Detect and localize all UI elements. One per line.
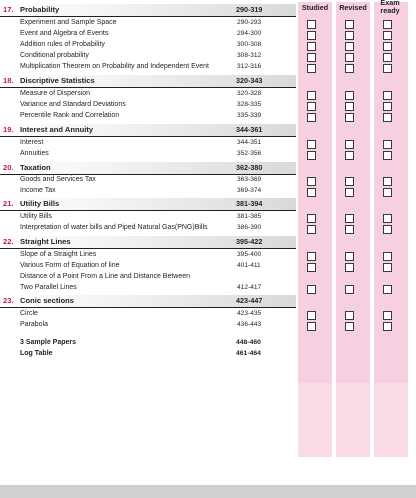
sample-papers-title: 3 Sample Papers: [20, 339, 77, 346]
chapter-rule: [0, 136, 296, 137]
exam-ready-checkbox[interactable]: [383, 311, 392, 320]
chapter-number: 23.: [3, 296, 14, 305]
studied-checkbox[interactable]: [307, 214, 316, 223]
topic-title: Utility Bills: [20, 213, 52, 220]
chapter-number: 21.: [3, 199, 14, 208]
chapter-pages: 395-422: [236, 237, 263, 246]
studied-checkbox[interactable]: [307, 311, 316, 320]
chapter-number: 17.: [3, 5, 14, 14]
exam-ready-checkbox[interactable]: [383, 322, 392, 331]
chapter-17: [0, 4, 296, 17]
exam-ready-checkbox[interactable]: [383, 140, 392, 149]
chapter-header: [0, 124, 296, 137]
revised-checkbox[interactable]: [345, 42, 354, 51]
topic-pages: 352-356: [237, 150, 262, 157]
chapter-title: Straight Lines: [20, 237, 71, 246]
chapter-number: 18.: [3, 76, 14, 85]
exam-ready-checkbox[interactable]: [383, 91, 392, 100]
topic-pages: 290-293: [237, 19, 262, 26]
exam-ready-checkbox[interactable]: [383, 151, 392, 160]
topic-title: Percentile Rank and Correlation: [20, 112, 120, 119]
log-table-title: Log Table: [20, 350, 53, 357]
exam-ready-column-tail: [374, 383, 408, 457]
topic-pages: 320-328: [237, 90, 262, 97]
chapter-rule: [0, 210, 296, 211]
topic-pages: 344-351: [237, 139, 262, 146]
studied-checkbox[interactable]: [307, 113, 316, 122]
chapter-23: [0, 295, 296, 308]
chapter-header: [0, 4, 296, 17]
exam-ready-checkbox[interactable]: [383, 20, 392, 29]
topic-title: Income Tax: [20, 187, 56, 194]
topic-pages: 381-385: [237, 213, 262, 220]
chapter-title: Taxation: [20, 163, 51, 172]
exam-ready-checkbox[interactable]: [383, 177, 392, 186]
chapter-header: [0, 236, 296, 249]
studied-checkbox[interactable]: [307, 20, 316, 29]
chapter-pages: 290-319: [236, 5, 263, 14]
topic-pages: 294-300: [237, 30, 262, 37]
revised-checkbox[interactable]: [345, 140, 354, 149]
exam-ready-checkbox[interactable]: [383, 263, 392, 272]
exam-ready-checkbox[interactable]: [383, 113, 392, 122]
topic-title: Interpretation of water bills and Piped Natural Gas(PNG)Bills: [20, 224, 208, 231]
log-table-pages: 461-464: [236, 350, 261, 357]
topic-title: Conditional probability: [20, 52, 89, 59]
topic-pages: 369-374: [237, 187, 262, 194]
chapter-title: Utility Bills: [20, 199, 60, 208]
exam-ready-checkbox[interactable]: [383, 102, 392, 111]
chapter-22: [0, 236, 296, 249]
studied-checkbox[interactable]: [307, 285, 316, 294]
exam-ready-checkbox[interactable]: [383, 53, 392, 62]
chapter-pages: 344-361: [236, 125, 263, 134]
topic-pages: 412-417: [237, 284, 262, 291]
chapter-19: [0, 124, 296, 137]
topic-pages: 363-369: [237, 176, 262, 183]
revised-checkbox[interactable]: [345, 188, 354, 197]
exam-ready-checkbox[interactable]: [383, 188, 392, 197]
topic-pages: 386-390: [237, 224, 262, 231]
topic-pages: 401-411: [237, 262, 261, 269]
exam-ready-header: Exam ready: [380, 0, 400, 15]
studied-checkbox[interactable]: [307, 263, 316, 272]
revised-checkbox[interactable]: [345, 31, 354, 40]
chapter-rule: [0, 16, 296, 17]
chapter-title: Discriptive Statistics: [20, 76, 95, 85]
topic-pages: 436-443: [237, 321, 262, 328]
topic-title: Circle: [20, 310, 38, 317]
studied-checkbox[interactable]: [307, 177, 316, 186]
exam-ready-checkbox[interactable]: [383, 31, 392, 40]
studied-checkbox[interactable]: [307, 53, 316, 62]
revised-checkbox[interactable]: [345, 285, 354, 294]
revised-checkbox[interactable]: [345, 53, 354, 62]
topic-title: Various Form of Equation of line: [20, 262, 120, 269]
chapter-20: [0, 162, 296, 175]
revised-checkbox[interactable]: [345, 20, 354, 29]
exam-ready-checkbox[interactable]: [383, 64, 392, 73]
studied-checkbox[interactable]: [307, 252, 316, 261]
studied-checkbox[interactable]: [307, 102, 316, 111]
studied-checkbox[interactable]: [307, 64, 316, 73]
topic-title: Interest: [20, 139, 44, 146]
chapter-header: [0, 198, 296, 211]
topic-title: Multiplication Theorem on Probability and Independent Event: [20, 63, 209, 70]
chapter-number: 20.: [3, 163, 14, 172]
chapter-number: 22.: [3, 237, 14, 246]
chapter-rule: [0, 87, 296, 88]
revised-checkbox[interactable]: [345, 91, 354, 100]
chapter-pages: 381-394: [236, 199, 263, 208]
exam-ready-checkbox[interactable]: [383, 214, 392, 223]
studied-checkbox[interactable]: [307, 225, 316, 234]
revised-checkbox[interactable]: [345, 311, 354, 320]
chapter-pages: 320-343: [236, 76, 263, 85]
topic-title: Addition rules of Probability: [20, 41, 105, 48]
topic-title: Two Parallel Lines: [20, 284, 77, 291]
studied-checkbox[interactable]: [307, 91, 316, 100]
revised-checkbox[interactable]: [345, 113, 354, 122]
chapter-18: [0, 75, 296, 88]
topic-pages: 335-339: [237, 112, 262, 119]
revised-checkbox[interactable]: [345, 322, 354, 331]
topic-title: Annuities: [20, 150, 49, 157]
revised-checkbox[interactable]: [345, 263, 354, 272]
revised-checkbox[interactable]: [345, 214, 354, 223]
footer-bar: [0, 485, 416, 498]
revised-checkbox[interactable]: [345, 64, 354, 73]
topic-pages: 423-435: [237, 310, 262, 317]
topic-pages: 312-316: [237, 63, 262, 70]
studied-checkbox[interactable]: [307, 140, 316, 149]
studied-column-tail: [298, 383, 332, 457]
chapter-21: [0, 198, 296, 211]
topic-title: Parabola: [20, 321, 49, 328]
chapter-title: Interest and Annuity: [20, 125, 94, 134]
studied-checkbox[interactable]: [307, 151, 316, 160]
chapter-header: [0, 162, 296, 175]
revised-checkbox[interactable]: [345, 177, 354, 186]
topic-pages: 395-400: [237, 251, 262, 258]
revised-checkbox[interactable]: [345, 102, 354, 111]
chapter-number: 19.: [3, 125, 14, 134]
chapter-pages: 423-447: [236, 296, 263, 305]
chapter-title: Conic sections: [20, 296, 75, 305]
topic-title: Experiment and Sample Space: [20, 19, 117, 26]
exam-ready-checkbox[interactable]: [383, 285, 392, 294]
revised-checkbox[interactable]: [345, 151, 354, 160]
sample-papers-pages: 448-460: [236, 339, 261, 346]
chapter-header: [0, 75, 296, 88]
topic-pages: 328-335: [237, 101, 262, 108]
studied-header: Studied: [301, 3, 329, 12]
studied-checkbox[interactable]: [307, 31, 316, 40]
topic-pages: 300-308: [237, 41, 262, 48]
chapter-pages: 362-380: [236, 163, 263, 172]
chapter-rule: [0, 248, 296, 249]
exam-ready-checkbox[interactable]: [383, 252, 392, 261]
revised-checkbox[interactable]: [345, 252, 354, 261]
topic-pages: 308-312: [237, 52, 262, 59]
revised-header: Revised: [339, 3, 367, 12]
revised-checkbox[interactable]: [345, 225, 354, 234]
topic-title: Slope of a Straight Lines: [20, 251, 97, 258]
studied-checkbox[interactable]: [307, 322, 316, 331]
chapter-title: Probability: [20, 5, 60, 14]
topic-title: Distance of a Point From a Line and Distance Between: [20, 273, 191, 280]
exam-ready-checkbox[interactable]: [383, 42, 392, 51]
studied-checkbox[interactable]: [307, 42, 316, 51]
topic-title: Event and Algebra of Events: [20, 30, 109, 37]
chapter-rule: [0, 307, 296, 308]
topic-title: Goods and Services Tax: [20, 176, 96, 183]
topic-title: Measure of Dispersion: [20, 90, 91, 97]
topic-title: Variance and Standard Deviations: [20, 101, 126, 108]
revised-column-tail: [336, 383, 370, 457]
exam-ready-checkbox[interactable]: [383, 225, 392, 234]
studied-checkbox[interactable]: [307, 188, 316, 197]
chapter-rule: [0, 174, 296, 175]
chapter-header: [0, 295, 296, 308]
